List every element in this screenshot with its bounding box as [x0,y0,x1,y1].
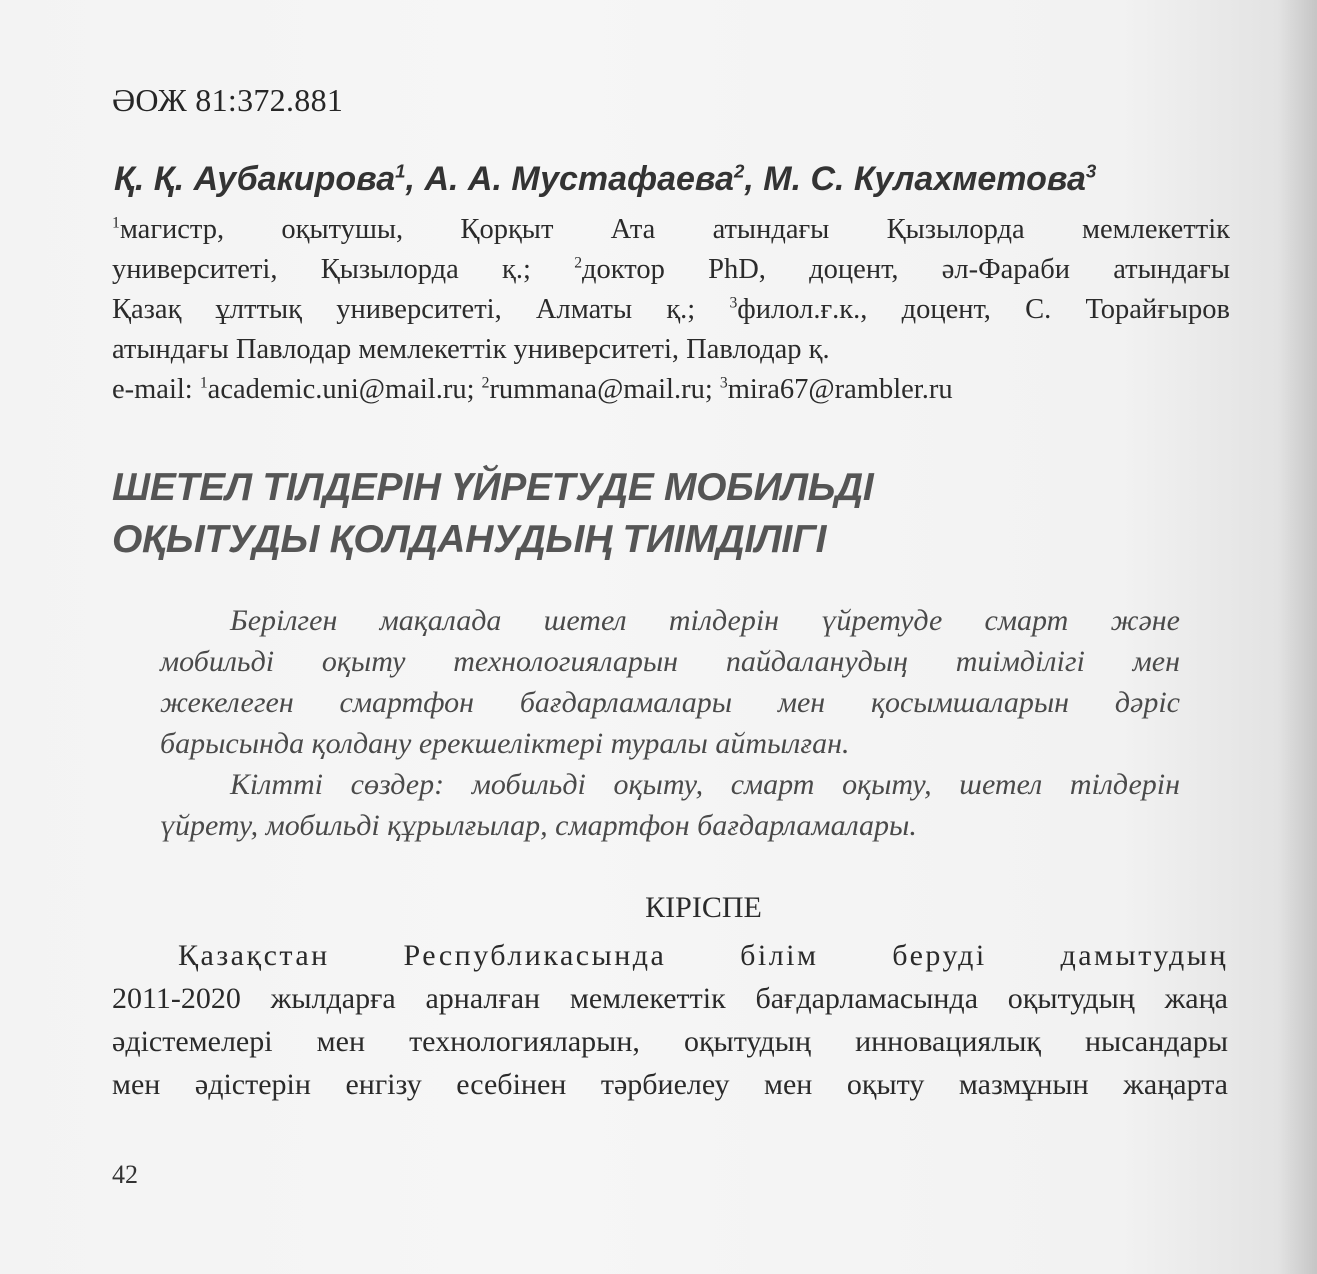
abstract-line: Берілген мақалада шетел тілдерін үйретуде смарт және [230,604,1180,637]
affiliation-text: доктор PhD, доцент, әл-Фараби атындағы [582,254,1230,285]
page-number: 42 [112,1160,138,1189]
abstract-line: жекелеген смартфон бағдарламалары мен қосымшаларын дәріс [160,686,1180,719]
body-line: Қазақстан Республикасында білім беруді дамытудың [178,939,1228,972]
article-title [112,462,873,566]
email-superscript: 1 [199,374,208,392]
title-line: ОҚЫТУДЫ ҚОЛДАНУДЫҢ ТИІМДІЛІГІ [112,518,827,561]
affiliation-text: атындағы Павлодар мемлекеттік университеті, Павлодар қ. [112,334,830,365]
author-superscript: 2 [733,160,745,182]
author-superscript: 1 [395,160,406,182]
title-line: ШЕТЕЛ ТІЛДЕРІН ҮЙРЕТУДЕ МОБИЛЬДІ [112,466,874,509]
body-line: мен әдістерін енгізу есебінен тәрбиелеу мен оқыту мазмұнын жаңарта [112,1068,1228,1101]
udc-code: ӘОЖ 81:372.881 [112,82,344,118]
affiliation-superscript: 2 [574,254,583,272]
author-superscript: 3 [1085,160,1097,182]
author-list [114,160,1096,199]
email-address: rummana@mail.ru; [489,374,720,405]
abstract [160,600,1180,846]
abstract-line: мобильді оқыту технологияларын пайдаланудың тиімділігі мен [160,645,1180,678]
email-superscript: 2 [481,374,490,392]
affiliation-superscript: 3 [729,294,738,312]
affiliation-line [112,330,1230,370]
author-name: А. А. Мустафаева [424,160,734,198]
abstract-line: барысында қолдану ерекшеліктері туралы айтылған. [160,727,850,760]
email-label: e-mail: [112,374,200,405]
affiliation-line [112,250,1230,290]
author-name: Қ. Қ. Аубакирова [114,160,396,198]
email-address: mira67@rambler.ru [727,374,953,405]
affiliation-text: филол.ғ.к., доцент, С. Торайғыров [737,294,1230,325]
section-heading: КІРІСПЕ [645,891,762,924]
affiliation-text: магистр, оқытушы, Қорқыт Ата атындағы Қызылорда мемлекеттік [119,214,1230,245]
body-text [112,934,1228,1106]
author-name: М. С. Кулахметова [763,160,1086,198]
affiliation-line [112,290,1230,330]
keywords-line: Кілтті сөздер: мобильді оқыту, смарт оқыту, шетел тілдерін [230,768,1180,801]
affiliation-superscript: 1 [112,214,120,232]
affiliation-text: университеті, Қызылорда қ.; [112,254,575,285]
affiliation-line [112,210,1230,250]
author-separator: , [744,160,764,198]
author-affiliations [112,210,1230,410]
email-address: academic.uni@mail.ru; [207,374,482,405]
keywords-line: үйрету, мобильді құрылғылар, смартфон бағдарламалары. [160,809,917,842]
email-superscript: 3 [719,374,728,392]
page-edge-shadow [1277,0,1317,1274]
email-line [112,370,1230,410]
author-separator: , [405,160,425,198]
body-line: 2011-2020 жылдарға арналған мемлекеттік бағдарламасында оқытудың жаңа [112,982,1228,1015]
body-line: әдістемелері мен технологияларын, оқытудың инновациялық нысандары [112,1025,1228,1058]
affiliation-text: Қазақ ұлттық университеті, Алматы қ.; [112,294,730,325]
